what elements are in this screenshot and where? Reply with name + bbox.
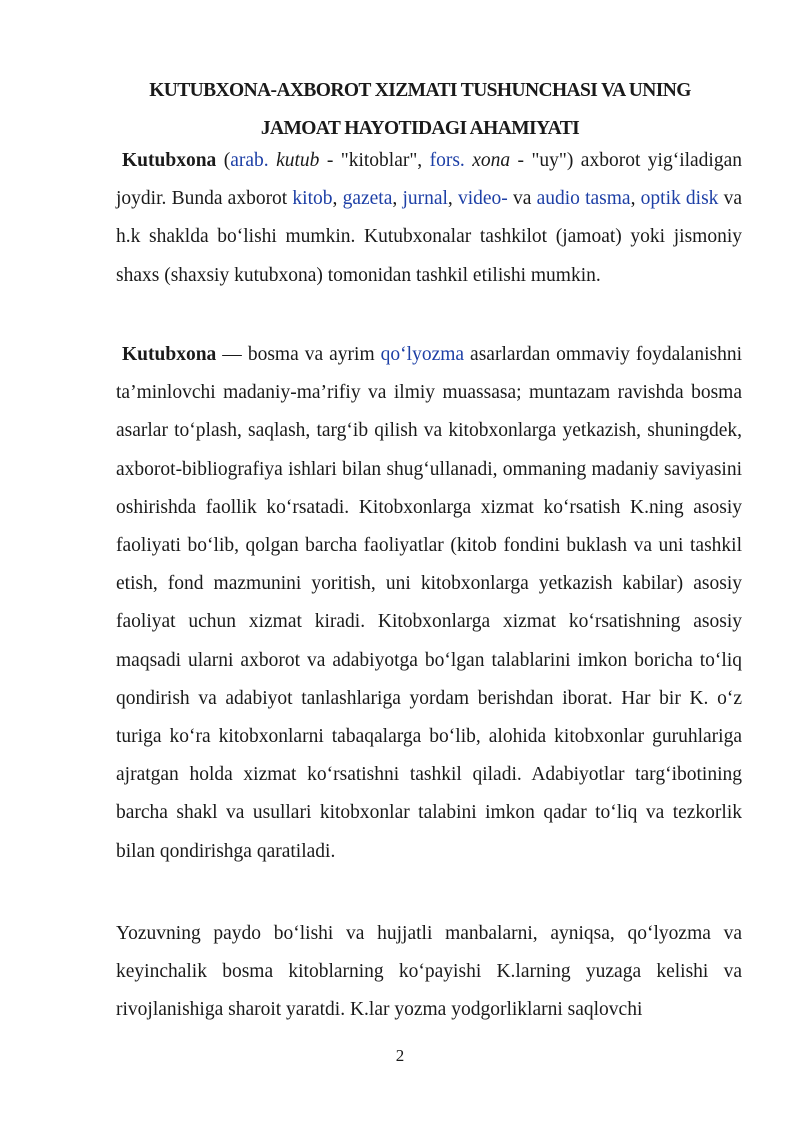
link-fors[interactable]: fors. [429, 150, 465, 171]
word-kutub: kutub [276, 150, 320, 171]
paragraph-description [116, 336, 742, 871]
link-video[interactable]: video- [457, 188, 508, 210]
text-run: asarlardan ommaviy foydalanishni ta’minlovchi madaniy-ma’rifiy va ilmiy muassasa; muntazam ravishda bosma asarlar to‘plash, saqlash, targ‘ib qilish va kitobxonlarga yetkazish, shuningdek, axborot-bibliografiya ishlari bilan shug‘ullanadi, ommaning madaniy saviyasini oshirishda faollik ko‘rsatadi. Kitobxonlarga xizmat ko‘rsatish K.ning asosiy faoliyati bo‘lib, qolgan barcha faoliyatlar (kitob fondini buklash va uni tashkil etish, fond mazmunini yoritish, uni kitobxonlarga yetkazish kabilar) asosiy faoliyat uchun xizmat kiradi. Kitobxonlarga xizmat ko‘rsatishning asosiy maqsadi ularni axborot va adabiyotga bo‘lgan talablarini imkon boricha to‘liq qondirish va adabiyot tanlashlariga yordam berishdan iborat. Har bir K. o‘z turiga ko‘ra kitobxonlarni tabaqalarga bo‘lib, alohida kitobxonlar guruhlariga ajratgan holda xizmat ko‘rsatishni tashkil qiladi. Adabiyotlar targ‘ibotining barcha shakl va usullari kitobxonlar talabini imkon qadar to‘liq va tezkorlik bilan qondirishga qaratiladi. [116, 344, 742, 862]
text-run: ( [216, 150, 231, 171]
title-line-2: JAMOAT HAYOTIDAGI AHAMIYATI [260, 118, 580, 139]
link-kitob[interactable]: kitob [292, 188, 333, 210]
text-run: va h.k shaklda bo‘lishi mumkin. Kutubxonalar tashkilot (jamoat) yoki jismoniy shaxs (shaxsiy kutubxona) tomonidan tashkil etilishi mumkin. [116, 188, 743, 286]
word-xona: xona [472, 150, 511, 171]
text-run: , [392, 188, 403, 210]
title-line-1: KUTUBXONA-AXBOROT XIZMATI TUSHUNCHASI VA UNING [149, 80, 691, 101]
link-optik-disk[interactable]: optik disk [640, 188, 719, 210]
paragraph-definition [116, 142, 742, 295]
text-run: , [332, 188, 343, 210]
text-run: va [507, 188, 537, 210]
link-qolyozma[interactable]: qo‘lyozma [380, 344, 465, 365]
paragraph-history: Yozuvning paydo bo‘lishi va hujjatli manbalarni, ayniqsa, qo‘lyozma va keyinchalik bosma kitoblarning ko‘payishi K.larning yuzaga kelishi va rivojlanishiga sharoit yaratdi. K.lar yozma yodgorliklarni saqlovchi [116, 923, 742, 1021]
text-run: - "kitoblar", [319, 150, 430, 171]
link-jurnal[interactable]: jurnal [402, 188, 448, 210]
text-run [269, 150, 276, 171]
text-run: , [630, 188, 641, 210]
link-arab[interactable]: arab. [230, 150, 269, 171]
text-run: - "uy") axborot yig‘iladigan joydir. Bunda axborot [116, 150, 743, 210]
term-kutubxona: Kutubxona [122, 344, 217, 365]
link-audio-tasma[interactable]: audio tasma [536, 188, 631, 210]
document-title [100, 72, 740, 148]
text-run: , [447, 188, 458, 210]
page-number: 2 [395, 1046, 405, 1065]
term-kutubxona: Kutubxona [122, 150, 217, 171]
link-gazeta[interactable]: gazeta [342, 188, 393, 210]
text-run: — bosma va ayrim [216, 344, 381, 365]
